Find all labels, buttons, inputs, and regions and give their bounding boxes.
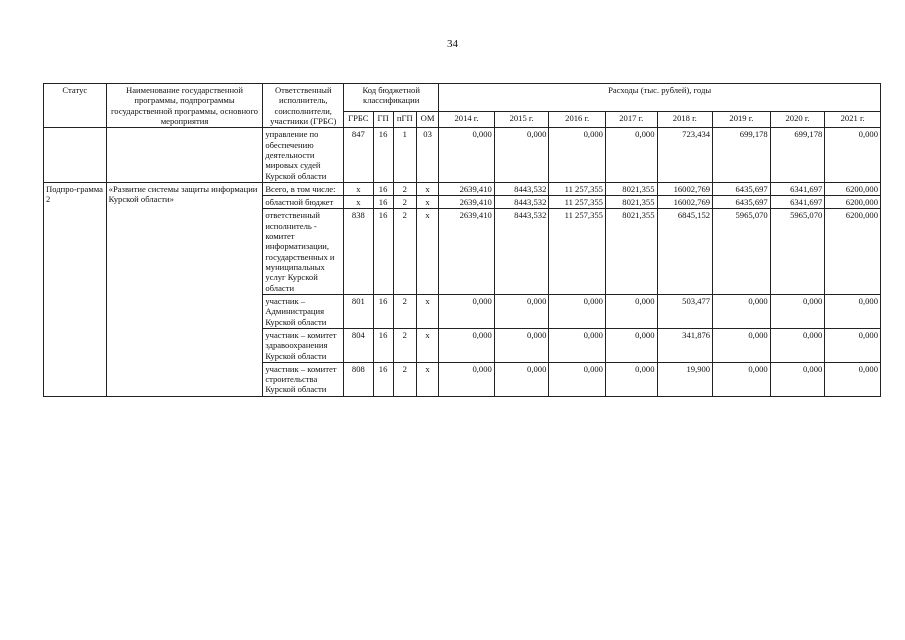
executor-cell: областной бюджет xyxy=(263,196,344,209)
header-executor: Ответственный исполнитель, соисполнители, участники (ГРБС) xyxy=(263,84,344,128)
table-row xyxy=(44,128,881,183)
value-2015: 0,000 xyxy=(494,294,549,328)
value-2020: 699,178 xyxy=(770,128,825,183)
value-2014: 2639,410 xyxy=(439,196,495,209)
code-om: х xyxy=(416,196,438,209)
value-2019: 6435,697 xyxy=(713,182,771,195)
table-row xyxy=(44,182,881,195)
status-cell xyxy=(44,128,107,183)
value-2016: 0,000 xyxy=(549,128,606,183)
code-grbs: 801 xyxy=(344,294,373,328)
value-2020: 0,000 xyxy=(770,362,825,396)
value-2020: 0,000 xyxy=(770,328,825,362)
code-om: 03 xyxy=(416,128,438,183)
value-2018: 6845,152 xyxy=(657,209,713,295)
value-2021: 0,000 xyxy=(825,128,881,183)
code-om: х xyxy=(416,294,438,328)
value-2014: 0,000 xyxy=(439,328,495,362)
value-2017: 0,000 xyxy=(605,328,657,362)
value-2015: 0,000 xyxy=(494,128,549,183)
value-2015: 8443,532 xyxy=(494,209,549,295)
page-number: 34 xyxy=(447,38,458,50)
value-2014: 0,000 xyxy=(439,294,495,328)
code-grbs: 838 xyxy=(344,209,373,295)
value-2017: 0,000 xyxy=(605,128,657,183)
value-2014: 2639,410 xyxy=(439,182,495,195)
value-2016: 0,000 xyxy=(549,328,606,362)
code-grbs: 847 xyxy=(344,128,373,183)
value-2020: 6341,697 xyxy=(770,182,825,195)
value-2016: 0,000 xyxy=(549,294,606,328)
value-2014: 2639,410 xyxy=(439,209,495,295)
value-2015: 0,000 xyxy=(494,328,549,362)
header-year: 2017 г. xyxy=(605,112,657,128)
header-code-col: ОМ xyxy=(416,112,438,128)
header-year: 2020 г. xyxy=(770,112,825,128)
code-pgp: 2 xyxy=(393,294,416,328)
value-2017: 8021,355 xyxy=(605,209,657,295)
code-pgp: 2 xyxy=(393,328,416,362)
value-2021: 0,000 xyxy=(825,362,881,396)
header-code-col: пГП xyxy=(393,112,416,128)
value-2021: 0,000 xyxy=(825,328,881,362)
value-2019: 6435,697 xyxy=(713,196,771,209)
value-2014: 0,000 xyxy=(439,362,495,396)
code-gp: 16 xyxy=(373,182,393,195)
code-gp: 16 xyxy=(373,328,393,362)
value-2018: 19,900 xyxy=(657,362,713,396)
code-pgp: 2 xyxy=(393,209,416,295)
value-2021: 6200,000 xyxy=(825,182,881,195)
value-2018: 16002,769 xyxy=(657,196,713,209)
header-code-col: ГП xyxy=(373,112,393,128)
header-code-group: Код бюджетной классификации xyxy=(344,84,439,112)
value-2017: 8021,355 xyxy=(605,196,657,209)
value-2020: 5965,070 xyxy=(770,209,825,295)
value-2017: 0,000 xyxy=(605,362,657,396)
value-2019: 0,000 xyxy=(713,328,771,362)
code-om: х xyxy=(416,209,438,295)
code-pgp: 1 xyxy=(393,128,416,183)
code-pgp: 2 xyxy=(393,362,416,396)
code-gp: 16 xyxy=(373,209,393,295)
value-2018: 16002,769 xyxy=(657,182,713,195)
value-2019: 699,178 xyxy=(713,128,771,183)
header-year: 2021 г. xyxy=(825,112,881,128)
value-2016: 11 257,355 xyxy=(549,209,606,295)
value-2021: 0,000 xyxy=(825,294,881,328)
program-name-cell: «Развитие системы защиты информации Курской области» xyxy=(106,182,263,396)
code-om: х xyxy=(416,362,438,396)
value-2018: 341,876 xyxy=(657,328,713,362)
value-2016: 0,000 xyxy=(549,362,606,396)
code-grbs: х xyxy=(344,182,373,195)
value-2016: 11 257,355 xyxy=(549,182,606,195)
header-year: 2019 г. xyxy=(713,112,771,128)
header-expenses-group: Расходы (тыс. рублей), годы xyxy=(439,84,881,112)
budget-table xyxy=(43,83,881,397)
value-2015: 8443,532 xyxy=(494,196,549,209)
header-code-col: ГРБС xyxy=(344,112,373,128)
header-year: 2015 г. xyxy=(494,112,549,128)
code-pgp: 2 xyxy=(393,182,416,195)
header-status: Статус xyxy=(44,84,107,128)
code-gp: 16 xyxy=(373,294,393,328)
header-year: 2016 г. xyxy=(549,112,606,128)
executor-cell: Всего, в том числе: xyxy=(263,182,344,195)
executor-cell: участник – комитет здравоохранения Курской области xyxy=(263,328,344,362)
value-2017: 8021,355 xyxy=(605,182,657,195)
executor-cell: ответственный исполнитель - комитет информатизации, государственных и муниципальных услуг Курской области xyxy=(263,209,344,295)
value-2015: 8443,532 xyxy=(494,182,549,195)
executor-cell: участник – Администрация Курской области xyxy=(263,294,344,328)
value-2017: 0,000 xyxy=(605,294,657,328)
code-gp: 16 xyxy=(373,196,393,209)
value-2021: 6200,000 xyxy=(825,196,881,209)
value-2019: 5965,070 xyxy=(713,209,771,295)
executor-cell: управление по обеспечению деятельности мировых судей Курской области xyxy=(263,128,344,183)
value-2019: 0,000 xyxy=(713,362,771,396)
value-2018: 723,434 xyxy=(657,128,713,183)
code-grbs: 804 xyxy=(344,328,373,362)
value-2015: 0,000 xyxy=(494,362,549,396)
code-gp: 16 xyxy=(373,128,393,183)
code-om: х xyxy=(416,328,438,362)
code-grbs: 808 xyxy=(344,362,373,396)
status-cell: Подпро-грамма 2 xyxy=(44,182,107,396)
value-2021: 6200,000 xyxy=(825,209,881,295)
value-2020: 6341,697 xyxy=(770,196,825,209)
executor-cell: участник – комитет строительства Курской области xyxy=(263,362,344,396)
value-2019: 0,000 xyxy=(713,294,771,328)
value-2016: 11 257,355 xyxy=(549,196,606,209)
value-2018: 503,477 xyxy=(657,294,713,328)
code-om: х xyxy=(416,182,438,195)
code-gp: 16 xyxy=(373,362,393,396)
code-pgp: 2 xyxy=(393,196,416,209)
value-2014: 0,000 xyxy=(439,128,495,183)
program-name-cell xyxy=(106,128,263,183)
header-year: 2018 г. xyxy=(657,112,713,128)
value-2020: 0,000 xyxy=(770,294,825,328)
code-grbs: х xyxy=(344,196,373,209)
header-year: 2014 г. xyxy=(439,112,495,128)
header-name: Наименование государственной программы, подпрограммы государственной программы, основного мероприятия xyxy=(106,84,263,128)
